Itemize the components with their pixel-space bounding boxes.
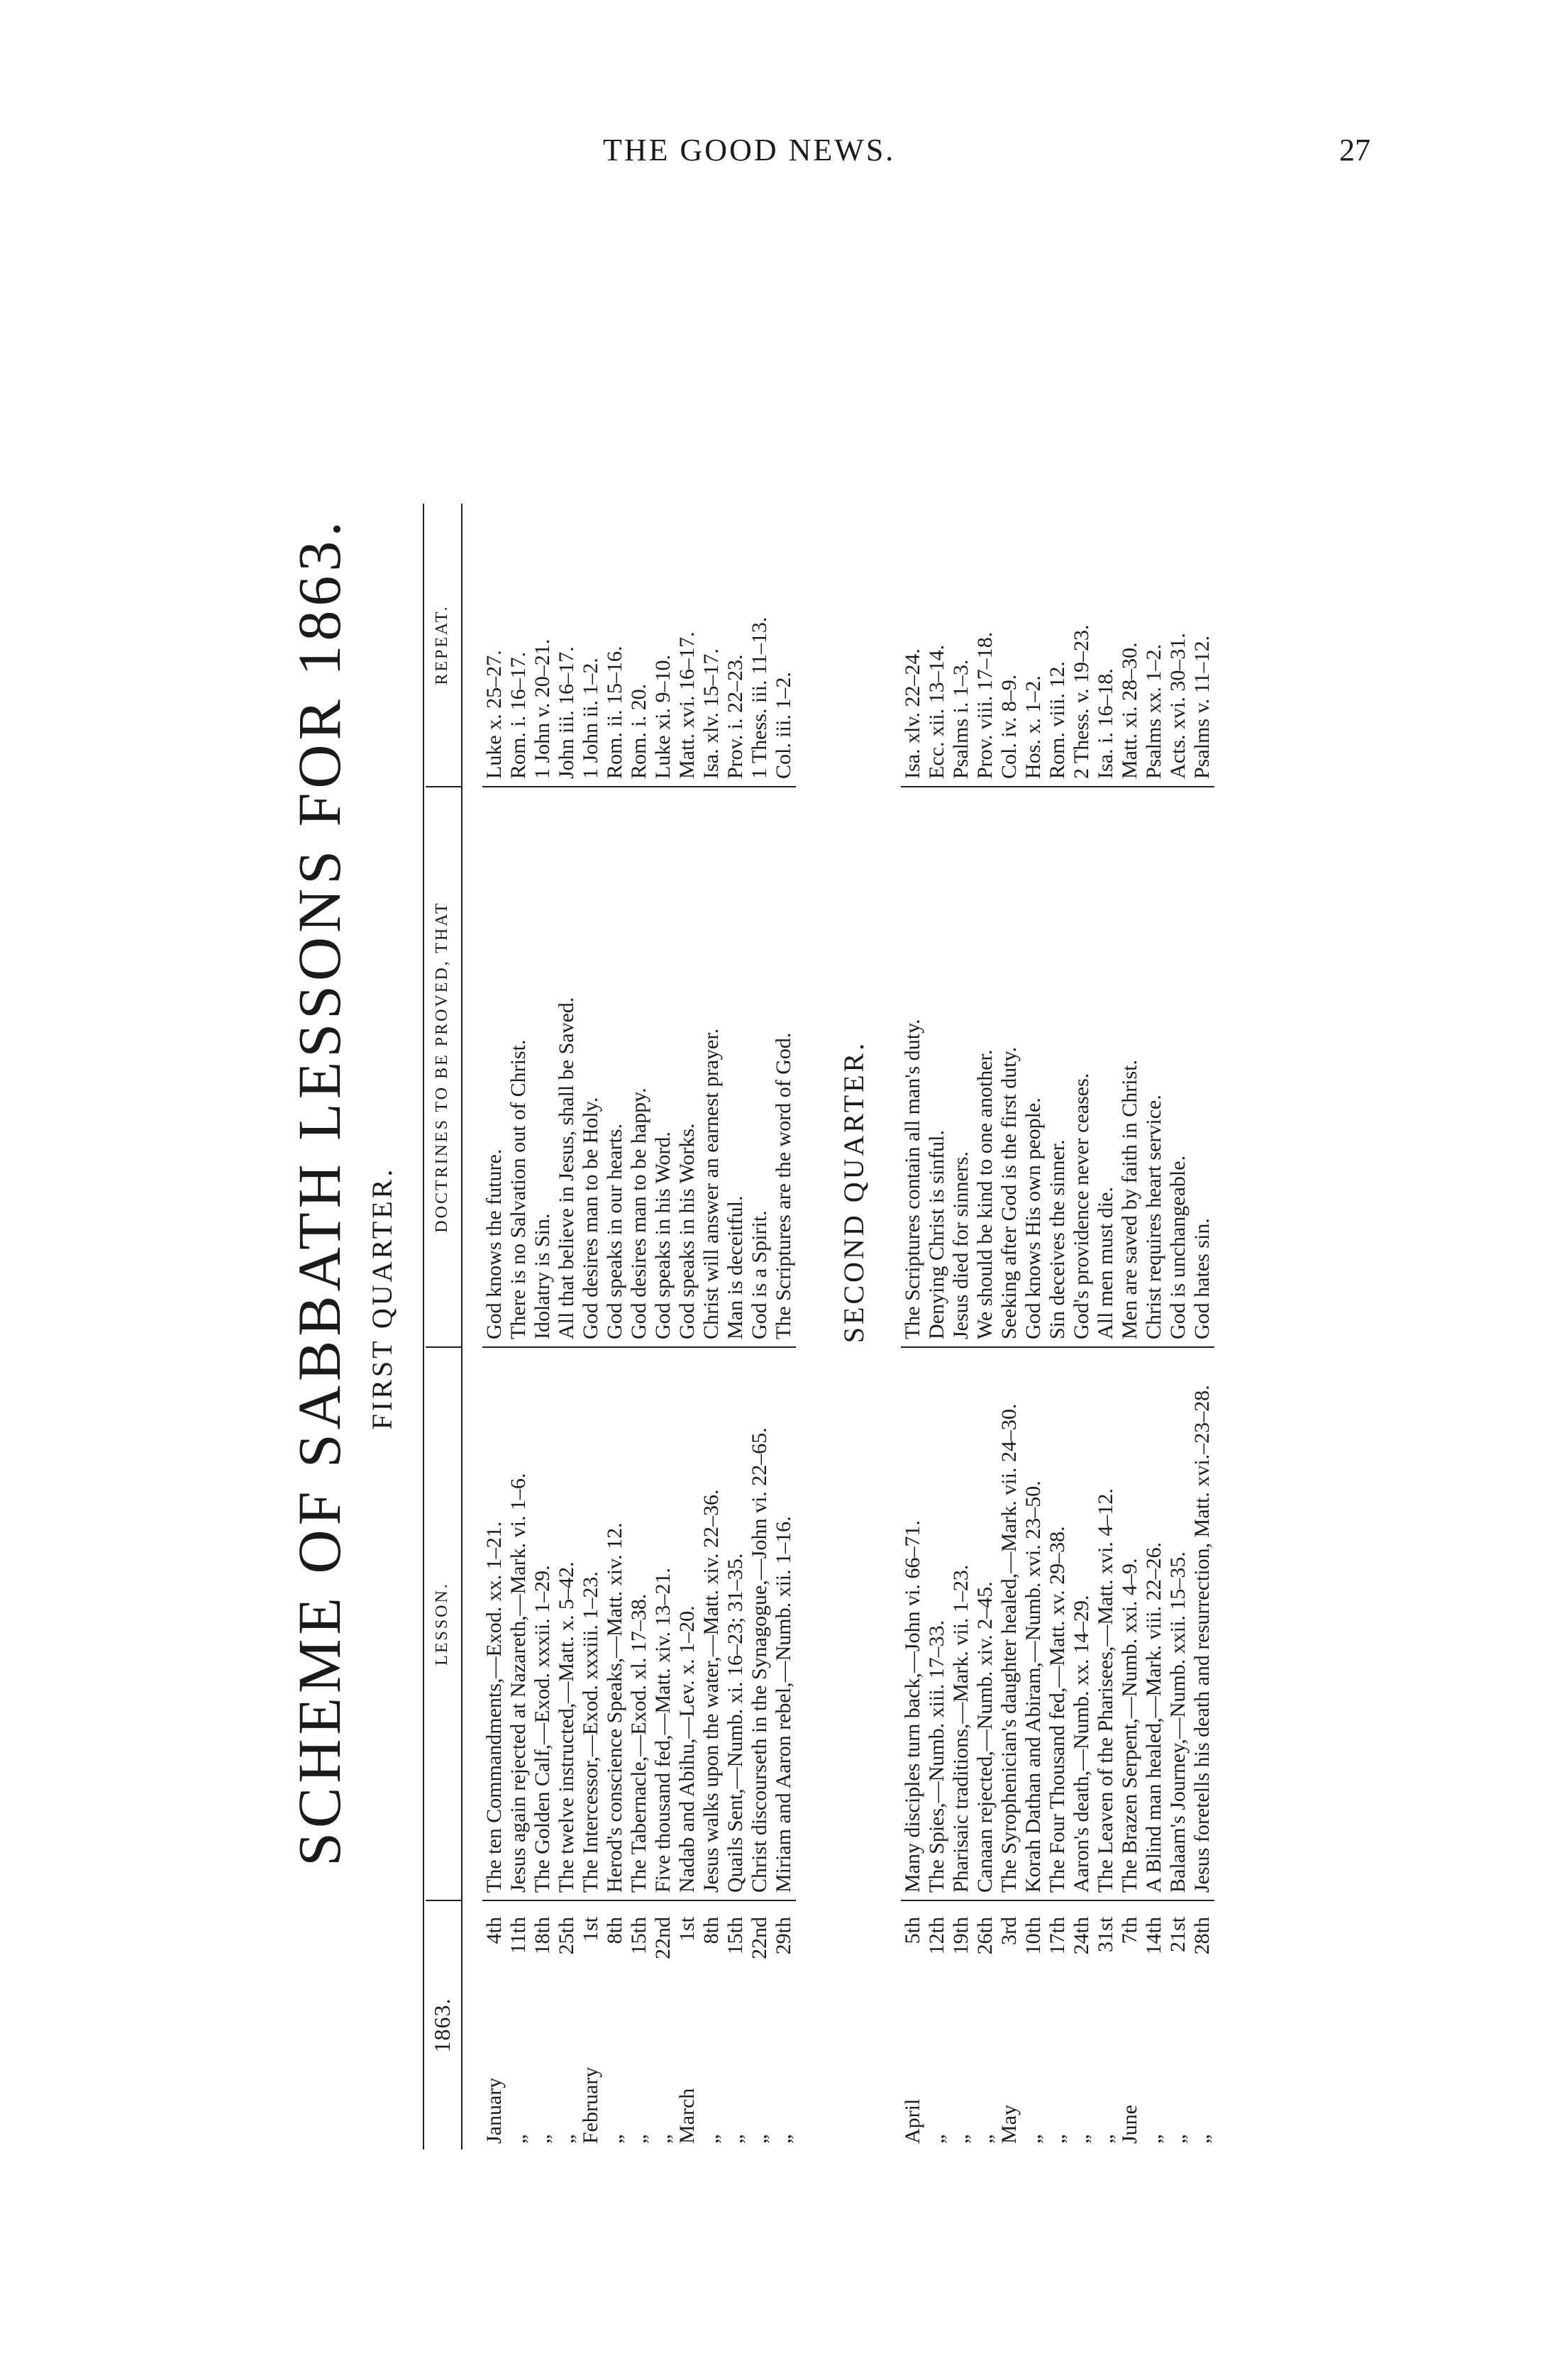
table-row — [1190, 234, 1214, 2149]
lesson-cell — [506, 1348, 531, 1901]
day-label: 22nd — [651, 1917, 675, 1959]
repeat-text: Acts. xvi. 30–31. — [1166, 633, 1190, 779]
repeat-text: Prov. i. 22–23. — [724, 654, 747, 779]
date-cell — [699, 1901, 724, 2149]
lesson-text: The ten Commandments,—Exod. xx. 1–21. — [482, 1521, 506, 1893]
date-cell — [1046, 1901, 1070, 2149]
table-header — [426, 234, 462, 2149]
repeat-text: Psalms xx. 1–2. — [1142, 643, 1165, 779]
doctrine-cell — [1094, 787, 1118, 1348]
day-label: 14th — [1142, 1917, 1165, 1955]
table-row — [772, 234, 796, 2149]
doctrine-text: God is a Spirit. — [748, 1210, 771, 1339]
first-quarter-rows — [482, 234, 796, 2149]
repeat-text: Rom. i. 20. — [627, 683, 650, 779]
repeat-cell — [651, 504, 675, 787]
doctrine-text: God hates sin. — [1190, 1218, 1214, 1339]
page-title: SCHEME OF SABBATH LESSONS FOR 1863. — [285, 517, 353, 1866]
doctrine-cell — [1021, 787, 1046, 1348]
doctrine-text: God knows the future. — [482, 1149, 506, 1339]
date-cell — [555, 1901, 579, 2149]
month-label: „ — [949, 2134, 973, 2144]
repeat-cell — [627, 504, 651, 787]
doctrine-cell — [997, 787, 1021, 1348]
date-cell — [1094, 1901, 1118, 2149]
doctrine-cell — [1118, 787, 1142, 1348]
day-label: 7th — [1118, 1917, 1141, 1944]
doctrine-cell — [901, 787, 925, 1348]
month-label: „ — [973, 2134, 997, 2144]
month-label: „ — [1070, 2134, 1093, 2144]
repeat-text: 1 John v. 20–21. — [531, 638, 554, 779]
col-date: 1863. — [426, 1901, 462, 2149]
lesson-text: Quails Sent,—Numb. xi. 16–23; 31–35. — [724, 1553, 747, 1893]
doctrine-text: Man is deceitful. — [724, 1195, 747, 1339]
day-label: 4th — [482, 1917, 506, 1944]
table-row — [579, 234, 603, 2149]
month-label: „ — [1142, 2134, 1165, 2144]
day-label: 8th — [603, 1917, 626, 1944]
doctrine-text: God desires man to be happy. — [627, 1087, 650, 1339]
repeat-cell — [1190, 504, 1214, 787]
day-label: 17th — [1046, 1917, 1069, 1955]
month-label: January — [482, 2077, 506, 2144]
doctrine-cell — [555, 787, 579, 1348]
col-lesson: LESSON. — [426, 1348, 462, 1901]
day-label: 8th — [699, 1917, 723, 1944]
date-cell — [1166, 1901, 1190, 2149]
lesson-cell — [1190, 1348, 1214, 1901]
repeat-text: Rom. i. 16–17. — [506, 651, 530, 779]
lesson-text: Balaam's Journey,—Numb. xxii. 15–35. — [1166, 1551, 1190, 1893]
repeat-cell — [531, 504, 555, 787]
repeat-cell — [973, 504, 997, 787]
lesson-cell — [772, 1348, 796, 1901]
repeat-text: Psalms i. 1–3. — [949, 659, 973, 779]
lesson-text: The Four Thousand fed,—Matt. xv. 29–38. — [1046, 1526, 1069, 1893]
table-row — [699, 234, 724, 2149]
lesson-cell — [579, 1348, 603, 1901]
table-row — [603, 234, 627, 2149]
date-cell — [1070, 1901, 1094, 2149]
lesson-text: Korah Dathan and Abiram,—Numb. xvi. 23–50. — [1021, 1480, 1045, 1893]
repeat-cell — [1166, 504, 1190, 787]
date-cell — [1190, 1901, 1214, 2149]
lesson-text: Jesus again rejected at Nazareth,—Mark. vi. 1–6. — [506, 1473, 530, 1893]
repeat-cell — [1118, 504, 1142, 787]
lesson-cell — [1046, 1348, 1070, 1901]
doctrine-cell — [675, 787, 699, 1348]
lesson-cell — [675, 1348, 699, 1901]
lesson-text: Aaron's death,—Numb. xx. 14–29. — [1070, 1595, 1093, 1893]
repeat-cell — [482, 504, 506, 787]
doctrine-cell — [973, 787, 997, 1348]
month-label: „ — [651, 2134, 675, 2144]
month-label: May — [997, 2105, 1021, 2144]
table-top-rule — [423, 504, 424, 2149]
lesson-cell — [531, 1348, 555, 1901]
month-label: „ — [555, 2134, 578, 2144]
lesson-cell — [748, 1348, 772, 1901]
table-row — [997, 234, 1021, 2149]
repeat-text: Hos. x. 1–2. — [1021, 675, 1045, 779]
day-label: 12th — [925, 1917, 948, 1955]
month-label: „ — [1190, 2134, 1214, 2144]
doctrine-text: God's providence never ceases. — [1070, 1073, 1093, 1339]
date-cell — [949, 1901, 973, 2149]
doctrine-text: All men must die. — [1094, 1187, 1117, 1339]
lesson-cell — [482, 1348, 506, 1901]
table-row — [901, 234, 925, 2149]
second-quarter-heading: SECOND QUARTER. — [838, 1040, 870, 1344]
doctrine-cell — [579, 787, 603, 1348]
lesson-text: Jesus walks upon the water,—Matt. xiv. 22–36. — [699, 1489, 723, 1893]
date-cell — [651, 1901, 675, 2149]
month-label: „ — [1046, 2134, 1069, 2144]
repeat-text: Isa. i. 16–18. — [1094, 668, 1117, 779]
lesson-text: The Brazen Serpent,—Numb. xxi. 4–9. — [1118, 1558, 1141, 1893]
doctrine-text: Christ requires heart service. — [1142, 1095, 1165, 1339]
doctrine-text: God speaks in his Works. — [675, 1123, 699, 1339]
lesson-cell — [603, 1348, 627, 1901]
doctrine-cell — [925, 787, 949, 1348]
repeat-cell — [1046, 504, 1070, 787]
lesson-text: The Spies,—Numb. xiii. 17–33. — [925, 1620, 948, 1893]
lesson-cell — [973, 1348, 997, 1901]
lesson-text: Pharisaic traditions,—Mark. vii. 1–23. — [949, 1564, 973, 1893]
lesson-text: Canaan rejected,—Numb. xiv. 2–45. — [973, 1581, 997, 1893]
day-label: 5th — [901, 1917, 924, 1944]
lesson-cell — [627, 1348, 651, 1901]
month-label: „ — [699, 2134, 723, 2144]
doctrine-cell — [1070, 787, 1094, 1348]
month-label: „ — [772, 2134, 795, 2144]
doctrine-text: Seeking after God is the first duty. — [997, 1046, 1021, 1339]
lesson-cell — [651, 1348, 675, 1901]
day-label: 31st — [1094, 1917, 1117, 1953]
month-label: „ — [1094, 2134, 1117, 2144]
date-cell — [973, 1901, 997, 2149]
first-quarter-heading: FIRST QUARTER. — [366, 1166, 398, 1430]
doctrine-text: God is unchangeable. — [1166, 1155, 1190, 1339]
doctrine-cell — [748, 787, 772, 1348]
doctrine-text: God speaks in our hearts. — [603, 1123, 626, 1339]
date-cell — [724, 1901, 748, 2149]
lesson-text: Nadab and Abihu,—Lev. x. 1–20. — [675, 1605, 699, 1893]
doctrine-text: Christ will answer an earnest prayer. — [699, 1028, 723, 1339]
table-row — [1094, 234, 1118, 2149]
month-label: March — [675, 2088, 699, 2144]
repeat-cell — [675, 504, 699, 787]
day-label: 24th — [1070, 1917, 1093, 1955]
date-cell — [1142, 1901, 1166, 2149]
repeat-text: John iii. 16–17. — [555, 646, 578, 779]
lesson-text: Herod's conscience Speaks,—Matt. xiv. 12. — [603, 1522, 626, 1893]
repeat-cell — [925, 504, 949, 787]
month-label: June — [1118, 2105, 1141, 2144]
lesson-cell — [1021, 1348, 1046, 1901]
col-doctrines: DOCTRINES TO BE PROVED, THAT — [426, 787, 462, 1348]
month-label: „ — [925, 2134, 948, 2144]
lesson-cell — [997, 1348, 1021, 1901]
repeat-cell — [699, 504, 724, 787]
doctrine-cell — [506, 787, 531, 1348]
day-label: 25th — [555, 1917, 578, 1955]
lesson-text: A Blind man healed,—Mark. viii. 22–26. — [1142, 1542, 1165, 1893]
day-label: 26th — [973, 1917, 997, 1955]
lesson-text: The twelve instructed,—Matt. x. 5–42. — [555, 1561, 578, 1893]
repeat-text: Ecc. xii. 13–14. — [925, 644, 948, 779]
repeat-cell — [949, 504, 973, 787]
table-row — [531, 234, 555, 2149]
page-number: 27 — [1339, 133, 1370, 167]
day-label: 10th — [1021, 1917, 1045, 1955]
repeat-cell — [997, 504, 1021, 787]
lesson-text: The Leaven of the Pharisees,—Matt. xvi. 4–12. — [1094, 1488, 1117, 1893]
date-cell — [997, 1901, 1021, 2149]
table-row — [1118, 234, 1142, 2149]
repeat-text: Matt. xvi. 16–17. — [675, 631, 699, 779]
date-cell — [675, 1901, 699, 2149]
lesson-cell — [555, 1348, 579, 1901]
table-row — [724, 234, 748, 2149]
lesson-cell — [1118, 1348, 1142, 1901]
day-label: 3rd — [997, 1917, 1021, 1945]
repeat-cell — [1021, 504, 1046, 787]
running-header: THE GOOD NEWS. — [603, 133, 896, 167]
lesson-text: Many disciples turn back,—John vi. 66–71. — [901, 1520, 924, 1893]
doctrine-cell — [1190, 787, 1214, 1348]
repeat-text: Col. iii. 1–2. — [772, 672, 795, 779]
lesson-text: Jesus foretells his death and resurrection, Matt. xvi.–23–28. — [1190, 1385, 1214, 1893]
month-label: February — [579, 2066, 602, 2144]
day-label: 21st — [1166, 1917, 1190, 1953]
table-row — [949, 234, 973, 2149]
doctrine-text: The Scriptures are the word of God. — [772, 1032, 795, 1339]
month-label: „ — [748, 2134, 771, 2144]
repeat-cell — [579, 504, 603, 787]
repeat-text: Prov. viii. 17–18. — [973, 631, 997, 779]
second-quarter-rows — [901, 234, 1214, 2149]
doctrine-text: All that believe in Jesus, shall be Saved. — [555, 997, 578, 1339]
lesson-text: The Intercessor,—Exod. xxxiii. 1–23. — [579, 1571, 602, 1893]
repeat-text: Luke x. 25–27. — [482, 650, 506, 779]
date-cell — [603, 1901, 627, 2149]
day-label: 11th — [506, 1917, 530, 1954]
doctrine-cell — [724, 787, 748, 1348]
repeat-text: 1 John ii. 1–2. — [579, 658, 602, 779]
month-label: „ — [1166, 2134, 1190, 2144]
repeat-cell — [603, 504, 627, 787]
lesson-text: Miriam and Aaron rebel,—Numb. xii. 1–16. — [772, 1516, 795, 1893]
table-row — [555, 234, 579, 2149]
doctrine-cell — [603, 787, 627, 1348]
table-row — [675, 234, 699, 2149]
month-label: „ — [506, 2134, 530, 2144]
lesson-cell — [1094, 1348, 1118, 1901]
table-row — [1070, 234, 1094, 2149]
doctrine-text: Sin deceives the sinner. — [1046, 1139, 1069, 1339]
repeat-cell — [506, 504, 531, 787]
day-label: 22nd — [748, 1917, 771, 1959]
lesson-cell — [724, 1348, 748, 1901]
table-row — [506, 234, 531, 2149]
doctrine-cell — [651, 787, 675, 1348]
date-cell — [506, 1901, 531, 2149]
doctrine-cell — [1046, 787, 1070, 1348]
lesson-text: Five thousand fed,—Matt. xiv. 13–21. — [651, 1567, 675, 1893]
month-label: „ — [603, 2134, 626, 2144]
doctrine-cell — [1166, 787, 1190, 1348]
repeat-text: Psalms v. 11–12. — [1190, 636, 1214, 779]
doctrine-cell — [699, 787, 724, 1348]
table-row — [1142, 234, 1166, 2149]
doctrine-text: God knows His own people. — [1021, 1097, 1045, 1339]
repeat-text: 2 Thess. v. 19–23. — [1070, 624, 1093, 779]
month-label: April — [901, 2098, 924, 2144]
table-row — [1166, 234, 1190, 2149]
lesson-cell — [699, 1348, 724, 1901]
table-row — [1021, 234, 1046, 2149]
month-label: „ — [627, 2134, 650, 2144]
day-label: 15th — [724, 1917, 747, 1955]
table-row — [627, 234, 651, 2149]
date-cell — [1118, 1901, 1142, 2149]
day-label: 28th — [1190, 1917, 1214, 1955]
doctrine-text: Jesus died for sinners. — [949, 1151, 973, 1339]
lesson-cell — [1166, 1348, 1190, 1901]
repeat-text: Luke xi. 9–10. — [651, 655, 675, 779]
date-cell — [1021, 1901, 1046, 2149]
repeat-text: 1 Thess. iii. 11–13. — [748, 616, 771, 779]
doctrine-text: We should be kind to one another. — [973, 1049, 997, 1339]
date-cell — [579, 1901, 603, 2149]
repeat-text: Col. iv. 8–9. — [997, 674, 1021, 779]
lesson-text: The Golden Calf,—Exod. xxxii. 1–29. — [531, 1565, 554, 1893]
repeat-cell — [1142, 504, 1166, 787]
rotated-table — [284, 234, 1348, 2149]
lesson-text: The Tabernacle,—Exod. xl. 17–38. — [627, 1593, 650, 1893]
col-repeat: REPEAT. — [426, 504, 462, 787]
doctrine-text: Men are saved by faith in Christ. — [1118, 1059, 1141, 1339]
repeat-cell — [901, 504, 925, 787]
repeat-cell — [1070, 504, 1094, 787]
doctrine-text: God speaks in his Word. — [651, 1131, 675, 1339]
doctrine-cell — [627, 787, 651, 1348]
date-cell — [748, 1901, 772, 2149]
repeat-text: Matt. xi. 28–30. — [1118, 642, 1141, 779]
day-label: 15th — [627, 1917, 650, 1955]
doctrine-cell — [772, 787, 796, 1348]
repeat-cell — [724, 504, 748, 787]
doctrine-cell — [1142, 787, 1166, 1348]
day-label: 18th — [531, 1917, 554, 1955]
date-cell — [901, 1901, 925, 2149]
lesson-text: Christ discourseth in the Synagogue,—John vi. 22–65. — [748, 1427, 771, 1893]
day-label: 1st — [675, 1917, 699, 1942]
lesson-cell — [925, 1348, 949, 1901]
table-row — [973, 234, 997, 2149]
lesson-cell — [901, 1348, 925, 1901]
lesson-text: The Syrophenician's daughter healed,—Mark. vii. 24–30. — [997, 1403, 1021, 1893]
table-row — [651, 234, 675, 2149]
doctrine-cell — [949, 787, 973, 1348]
doctrine-text: There is no Salvation out of Christ. — [506, 1039, 530, 1339]
table-row — [482, 234, 506, 2149]
lesson-cell — [1142, 1348, 1166, 1901]
lesson-cell — [949, 1348, 973, 1901]
doctrine-text: God desires man to be Holy. — [579, 1097, 602, 1339]
day-label: 29th — [772, 1917, 795, 1955]
date-cell — [482, 1901, 506, 2149]
repeat-text: Rom. ii. 15–16. — [603, 646, 626, 779]
repeat-cell — [555, 504, 579, 787]
repeat-cell — [748, 504, 772, 787]
month-label: „ — [531, 2134, 554, 2144]
table-row — [748, 234, 772, 2149]
repeat-cell — [772, 504, 796, 787]
repeat-text: Isa. xlv. 15–17. — [699, 648, 723, 779]
repeat-text: Isa. xlv. 22–24. — [901, 648, 924, 779]
doctrine-text: Idolatry is Sin. — [531, 1213, 554, 1339]
month-label: „ — [1021, 2134, 1045, 2144]
day-label: 1st — [579, 1917, 602, 1942]
lesson-cell — [1070, 1348, 1094, 1901]
month-label: „ — [724, 2134, 747, 2144]
date-cell — [772, 1901, 796, 2149]
date-cell — [627, 1901, 651, 2149]
date-cell — [531, 1901, 555, 2149]
doctrine-cell — [531, 787, 555, 1348]
table-row — [1046, 234, 1070, 2149]
repeat-cell — [1094, 504, 1118, 787]
day-label: 19th — [949, 1917, 973, 1955]
doctrine-text: The Scriptures contain all man's duty. — [901, 1019, 924, 1339]
repeat-text: Rom. viii. 12. — [1046, 661, 1069, 779]
table-row — [925, 234, 949, 2149]
date-cell — [925, 1901, 949, 2149]
doctrine-text: Denying Christ is sinful. — [925, 1129, 948, 1339]
doctrine-cell — [482, 787, 506, 1348]
